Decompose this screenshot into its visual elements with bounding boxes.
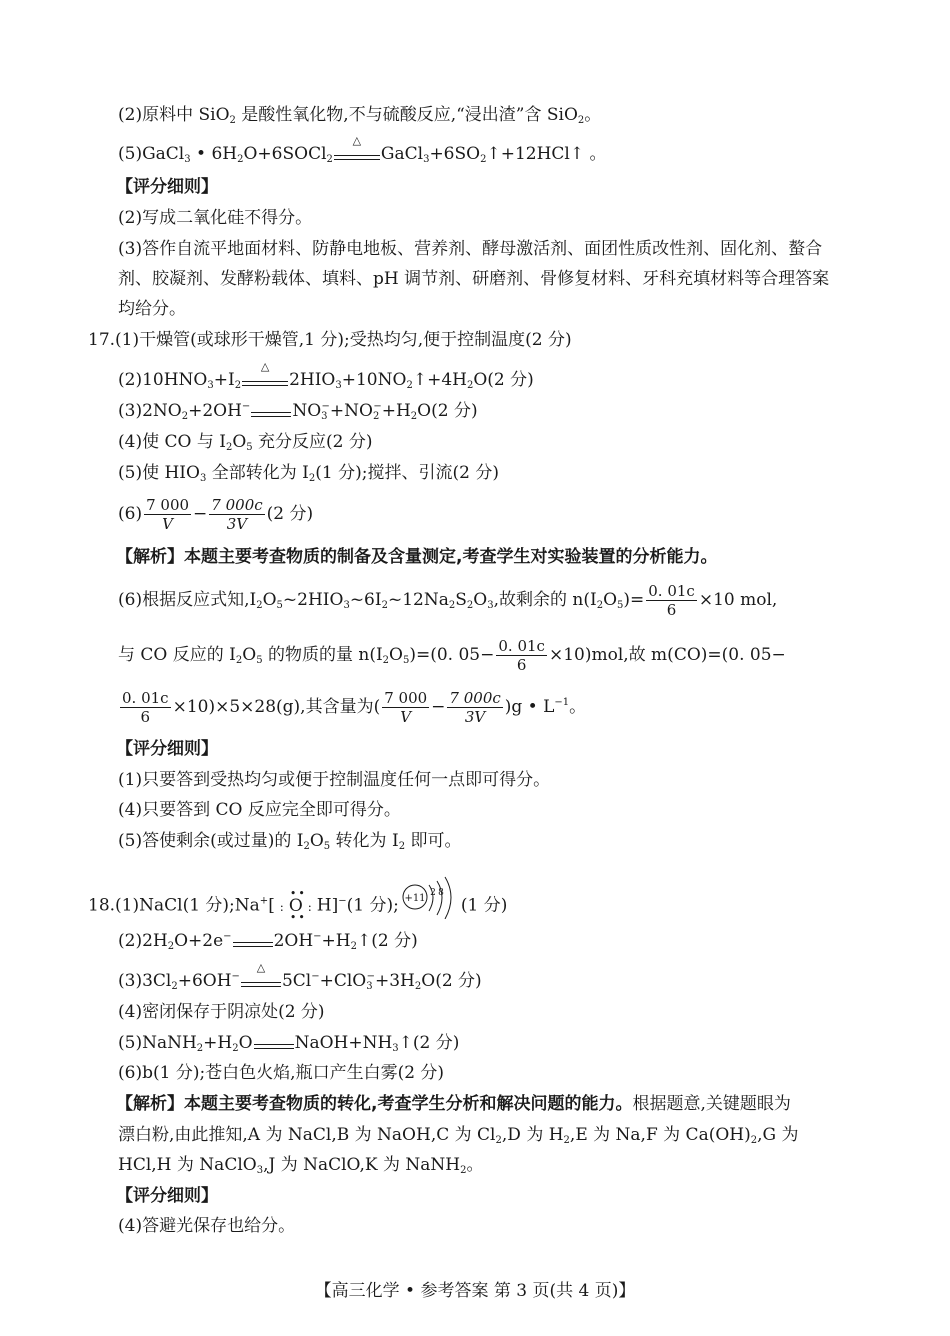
sodium-atom-structure-diagram bbox=[399, 875, 461, 919]
atom-core-label: +11 bbox=[404, 893, 426, 904]
heat-equal-sign: △ bbox=[334, 148, 380, 162]
fraction: $\frac{7 000}{V}$ bbox=[146, 496, 190, 533]
q17-part3-equation: $(3)2NO_2+2OH^-$ $NO_3^-+NO_2^-+H_2O(2$ 分) bbox=[118, 401, 478, 422]
q18-analysis-line3: HCl,H 为 NaClO$_3$,J 为 NaClO,K 为 NaNH$_2$。 bbox=[118, 1155, 484, 1176]
q18-part3-equation: $(3)3Cl_2+6OH^-$ △ $5Cl^-+ClO_3^-+3H_2O(2$ 分) bbox=[118, 960, 482, 992]
q16-rubric-4: 均给分。 bbox=[118, 299, 186, 319]
q18-rubric-1: (4)答避光保存也给分。 bbox=[118, 1216, 296, 1236]
fraction: $\frac{0. 01c}{6}$ bbox=[498, 637, 545, 674]
q17-rubric-1: (1)只要答到受热均匀或便于控制温度任何一点即可得分。 bbox=[118, 770, 551, 790]
q18-part6: (6)b(1 分);苍白色火焰,瓶口产生白雾(2 分) bbox=[118, 1063, 445, 1083]
q18-analysis-line1: 【解析】本题主要考查物质的转化,考查学生分析和解决问题的能力。根据题意,关键题眼为 bbox=[116, 1094, 791, 1114]
fraction: $\frac{7 000c}{3V}$ bbox=[449, 689, 501, 726]
q17-analysis-heading: 【解析】本题主要考查物质的制备及含量测定,考查学生对实验装置的分析能力。 bbox=[116, 547, 718, 567]
q18-part2-equation: $(2)2H_2O+2e^-$ $2OH^-+H_2↑(2$ 分) bbox=[118, 931, 418, 952]
q18-part1: 18.(1)NaCl(1 分);Na+[ : •• O •• : H]−(1 分); +11 2 8 (1 分) bbox=[88, 893, 507, 919]
q17-part4: (4)使 CO 与 $I_2O_5$ 充分反应(2 分) bbox=[118, 432, 373, 453]
q17-analysis-line3: $\frac{0. 01c}{6}$ ×10)×5×28(g),其含量为( $\frac{7 000}{V}$ − $\frac{7 000c}{3V}$ )g • $L^{-1}$。 bbox=[122, 689, 587, 726]
q18-analysis-line2: 漂白粉,由此推知,A 为 NaCl,B 为 NaOH,C 为 $Cl_2,D$ 为 $H_2,E$ 为 Na,F 为 $Ca(OH)_2,G$ 为 bbox=[118, 1125, 799, 1146]
q17-analysis-line2: 与 CO 反应的 $I_2O_5$ 的物质的量 $n(I_2O_5)=(0$. 05− $\frac{0. 01c}{6}$ ×10)mol,故 m(CO)=(0. 05− bbox=[118, 637, 786, 674]
svg-text:8: 8 bbox=[437, 888, 444, 898]
q16-rubric-2: (3)答作自流平地面材料、防静电地板、营养剂、酵母激活剂、面团性质改性剂、固化剂、螯合 bbox=[118, 239, 823, 259]
q16-equation-gacl3: (5)GaCl$_3$ • $6H_2O+6SOCl_2$ △ $GaCl_3+6SO_2↑+12HCl↑$ 。 bbox=[118, 133, 607, 165]
q16-rubric-1: (2)写成二氧化硅不得分。 bbox=[118, 208, 313, 228]
svg-text:2: 2 bbox=[429, 888, 436, 898]
fraction: $\frac{7 000}{V}$ bbox=[384, 689, 428, 726]
q18-rubric-heading: 【评分细则】 bbox=[116, 1186, 218, 1206]
page-footer: 【高三化学 • 参考答案 第 3 页(共 4 页)】 bbox=[314, 1281, 636, 1301]
q16-rubric-heading: 【评分细则】 bbox=[116, 177, 218, 197]
fraction: $\frac{0. 01c}{6}$ bbox=[648, 582, 695, 619]
fraction: $\frac{7 000c}{3V}$ bbox=[211, 496, 263, 533]
q17-part5: (5)使 $HIO_3$ 全部转化为 $I_2(1$ 分);搅拌、引流(2 分) bbox=[118, 463, 499, 484]
q17-rubric-3: (5)答使剩余(或过量)的 $I_2O_5$ 转化为 $I_2$ 即可。 bbox=[118, 831, 462, 852]
q18-part4: (4)密闭保存于阴凉处(2 分) bbox=[118, 1002, 325, 1022]
heat-equal-sign: △ bbox=[242, 374, 288, 388]
q16-line-sio2: (2)原料中 SiO$_2$ 是酸性氧化物,不与硫酸反应,“浸出渣”含 SiO$_2$。 bbox=[118, 105, 602, 126]
hydroxide-oxygen: •• O •• bbox=[288, 886, 307, 924]
q17-part1: 17.(1)干燥管(或球形干燥管,1 分);受热均匀,便于控制温度(2 分) bbox=[88, 330, 572, 350]
q17-part6: (6) $\frac{7 000}{V}$ − $\frac{7 000c}{3V}$ (2 分) bbox=[118, 496, 314, 533]
fraction: $\frac{0. 01c}{6}$ bbox=[122, 689, 169, 726]
q17-analysis-line1: (6)根据反应式知$,I_2O_5\sim 2HIO_3\sim 6I_2\sim 12Na_2S_2O_3$,故剩余的 $n(I_2O_5)=$ $\frac{0. 01c}{6}$ ×10 mol, bbox=[118, 582, 778, 619]
q17-rubric-heading: 【评分细则】 bbox=[116, 739, 218, 759]
q17-part2-equation: $(2)10HNO_3+I_2$ △ $2HIO_3+10NO_2↑+4H_2O(2$ 分) bbox=[118, 359, 534, 391]
q16-rubric-3: 剂、胶凝剂、发酵粉载体、填料、pH 调节剂、研磨剂、骨修复材料、牙科充填材料等合理答案 bbox=[118, 269, 830, 289]
q18-part5-equation: $(5)NaNH_2+H_2O$ $NaOH+NH_3↑(2$ 分) bbox=[118, 1033, 460, 1054]
q17-rubric-2: (4)只要答到 CO 反应完全即可得分。 bbox=[118, 800, 401, 820]
